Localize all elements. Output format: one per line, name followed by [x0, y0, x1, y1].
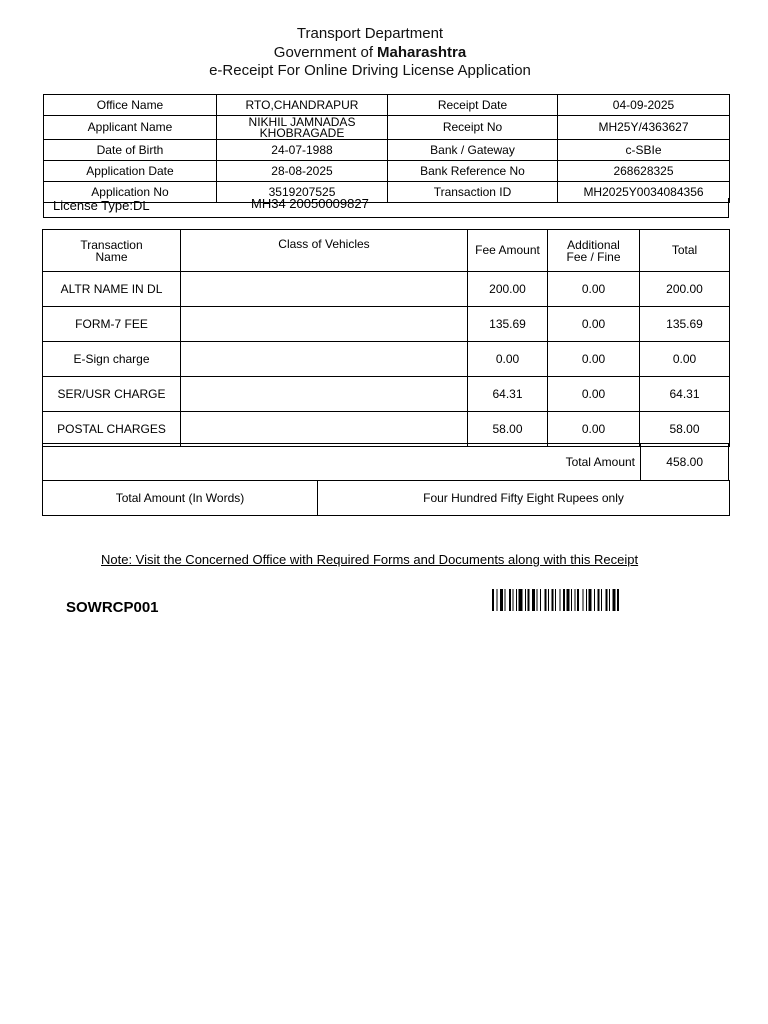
info-label-cell: Receipt No	[388, 116, 558, 140]
receipt-title: e-Receipt For Online Driving License Application	[209, 62, 531, 79]
info-label-cell: Bank / Gateway	[388, 140, 558, 161]
barcode-bar	[552, 589, 554, 611]
additional-fee-cell: 0.00	[548, 342, 640, 377]
department-title: Transport Department	[296, 25, 444, 42]
barcode-bar	[497, 589, 498, 611]
barcode-bar	[594, 589, 595, 611]
info-row	[44, 116, 730, 140]
fee-row	[43, 377, 730, 412]
transaction-name-cell: E-Sign charge	[43, 342, 181, 377]
barcode-bar	[492, 589, 494, 611]
license-number: MH34 20050009827	[251, 196, 369, 211]
barcode-bar	[513, 589, 514, 611]
row-total-cell: 64.31	[640, 377, 730, 412]
fee-amount-cell: 58.00	[468, 412, 548, 447]
vehicle-class-cell	[181, 342, 468, 377]
total-divider	[640, 444, 641, 480]
applicant-info-table	[43, 94, 730, 203]
info-label-cell: Application Date	[44, 161, 217, 182]
header-total: Total	[640, 230, 730, 272]
fee-amount-cell: 135.69	[468, 307, 548, 342]
barcode-bar	[598, 589, 600, 611]
transaction-name-cell: ALTR NAME IN DL	[43, 272, 181, 307]
barcode-bar	[609, 589, 610, 611]
transaction-name-cell: FORM-7 FEE	[43, 307, 181, 342]
barcode-bar	[516, 589, 517, 611]
vehicle-class-cell	[181, 412, 468, 447]
fee-row	[43, 272, 730, 307]
transaction-name-cell: POSTAL CHARGES	[43, 412, 181, 447]
total-amount-value: 458.00	[666, 455, 703, 469]
fee-amount-cell: 64.31	[468, 377, 548, 412]
barcode-bar	[575, 589, 576, 611]
info-label-cell: Applicant Name	[44, 116, 217, 140]
barcode-bar	[567, 589, 570, 611]
barcode-bar	[583, 589, 584, 611]
fee-row	[43, 307, 730, 342]
info-value-cell: RTO,CHANDRAPUR	[217, 95, 388, 116]
total-amount-row	[42, 443, 729, 481]
info-label-cell: Bank Reference No	[388, 161, 558, 182]
info-value-cell: c-SBIe	[558, 140, 730, 161]
state-name: Maharashtra	[377, 44, 467, 61]
additional-fee-cell: 0.00	[548, 412, 640, 447]
info-row	[44, 95, 730, 116]
header-fee-amount: Fee Amount	[468, 230, 548, 272]
barcode-bar	[606, 589, 608, 611]
info-value-cell: 3519207525	[217, 182, 388, 203]
info-value-cell: MH2025Y0034084356	[558, 182, 730, 203]
barcode-bar	[577, 589, 579, 611]
barcode-bar	[509, 589, 511, 611]
info-label-cell: Office Name	[44, 95, 217, 116]
additional-fee-cell: 0.00	[548, 377, 640, 412]
fee-amount-cell: 200.00	[468, 272, 548, 307]
license-type: License Type:DL	[53, 198, 150, 213]
barcode	[492, 589, 707, 611]
fee-header-row	[43, 230, 730, 272]
amount-in-words-label: Total Amount (In Words)	[43, 481, 318, 516]
barcode-bar	[589, 589, 592, 611]
info-label-cell: Receipt Date	[388, 95, 558, 116]
vehicle-class-cell	[181, 307, 468, 342]
government-line	[0, 44, 740, 61]
barcode-bar	[525, 589, 526, 611]
barcode-bar	[571, 589, 572, 611]
government-prefix: Government of	[273, 44, 373, 61]
info-row	[44, 140, 730, 161]
form-code: SOWRCP001	[66, 599, 159, 616]
barcode-bar	[563, 589, 565, 611]
barcode-bar	[532, 589, 535, 611]
barcode-bar	[617, 589, 619, 611]
barcode-bar	[519, 589, 523, 611]
amount-in-words-table	[42, 480, 730, 516]
barcode-bar	[555, 589, 556, 611]
fee-table	[42, 229, 730, 447]
office-note: Note: Visit the Concerned Office with Required Forms and Documents along with this Receipt	[101, 552, 639, 567]
row-total-cell: 58.00	[640, 412, 730, 447]
header-transaction-name: Transaction Name	[43, 230, 181, 272]
additional-fee-cell: 0.00	[548, 272, 640, 307]
info-label-cell: Transaction ID	[388, 182, 558, 203]
fee-amount-cell: 0.00	[468, 342, 548, 377]
info-value-cell: 04-09-2025	[558, 95, 730, 116]
barcode-bar	[613, 589, 616, 611]
barcode-bar	[540, 589, 541, 611]
fee-row	[43, 412, 730, 447]
barcode-bar	[500, 589, 503, 611]
barcode-bar	[545, 589, 547, 611]
amount-in-words-value: Four Hundred Fifty Eight Rupees only	[318, 481, 730, 516]
vehicle-class-cell	[181, 272, 468, 307]
vehicle-class-cell	[181, 377, 468, 412]
info-value-cell: 268628325	[558, 161, 730, 182]
license-row	[43, 198, 729, 218]
barcode-bar	[505, 589, 506, 611]
info-value-cell: 28-08-2025	[217, 161, 388, 182]
fee-row	[43, 342, 730, 377]
row-total-cell: 200.00	[640, 272, 730, 307]
info-value-cell: NIKHIL JAMNADAS KHOBRAGADE	[217, 116, 388, 140]
info-label-cell: Application No	[44, 182, 217, 203]
header-additional-fee: Additional Fee / Fine	[548, 230, 640, 272]
row-total-cell: 135.69	[640, 307, 730, 342]
row-total-cell: 0.00	[640, 342, 730, 377]
barcode-bar	[528, 589, 530, 611]
info-value-cell: MH25Y/4363627	[558, 116, 730, 140]
header-class-of-vehicles: Class of Vehicles	[181, 230, 468, 272]
barcode-bar	[560, 589, 561, 611]
barcode-bar	[586, 589, 587, 611]
total-amount-label: Total Amount	[565, 455, 635, 469]
info-value-cell: 24-07-1988	[217, 140, 388, 161]
barcode-bar	[537, 589, 538, 611]
barcode-bar	[601, 589, 602, 611]
info-row	[44, 161, 730, 182]
info-label-cell: Date of Birth	[44, 140, 217, 161]
barcode-bar	[548, 589, 549, 611]
additional-fee-cell: 0.00	[548, 307, 640, 342]
transaction-name-cell: SER/USR CHARGE	[43, 377, 181, 412]
